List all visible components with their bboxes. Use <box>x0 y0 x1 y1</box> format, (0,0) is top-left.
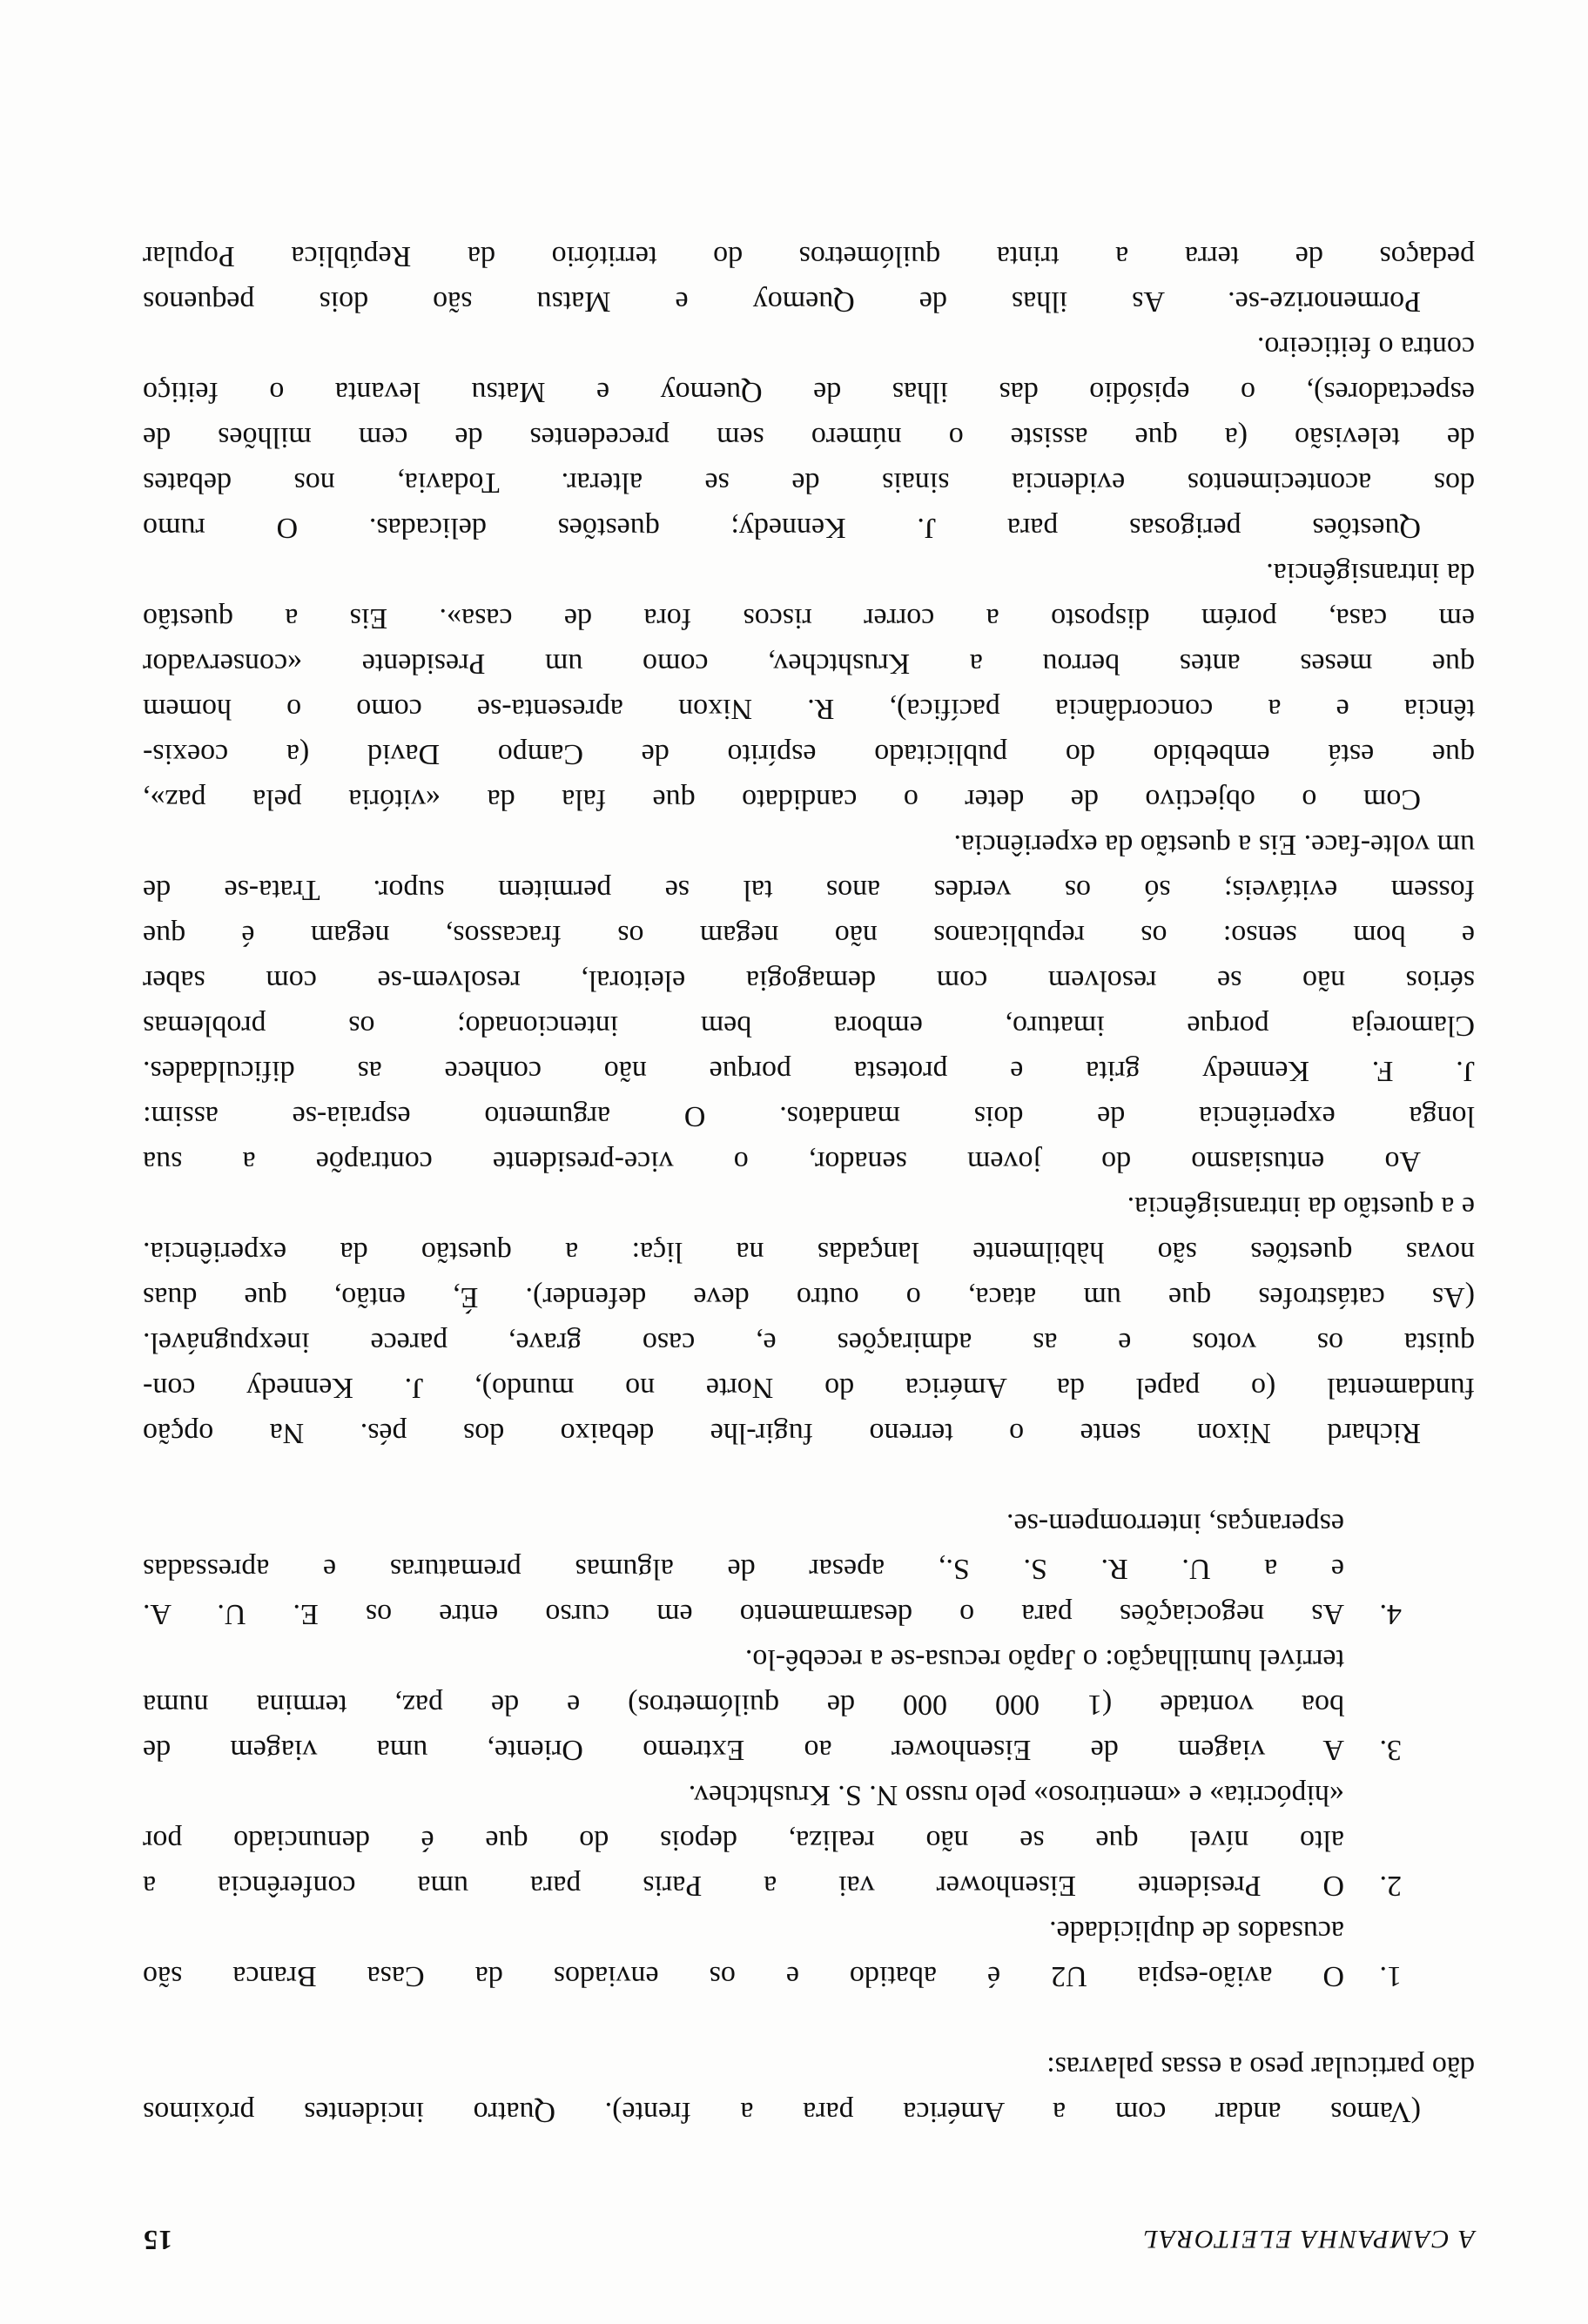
intro-paragraph <box>143 2044 1475 2134</box>
running-header-title: A CAMPANHA ELEITORAL <box>1141 2225 1475 2253</box>
text-line: em casa, porém disposto a correr riscos fora de casa». Eis a questão <box>143 602 1475 635</box>
text-line: terrível humilhação: o Japão recusa-se a recebê-lo. <box>744 1643 1344 1676</box>
vertical-gap <box>143 1998 1475 2044</box>
text-line: (Vamos andar com a América para a frente). Quatro incidentes próximos <box>143 2096 1421 2128</box>
text-line: dos acontecimentos evidencia sinais de se alterar. Todavia, nos debates <box>143 467 1475 499</box>
text-line: A viagem de Eisenhower ao Extremo Oriente, uma viagem de <box>143 1734 1344 1766</box>
paragraph-intransigence-question <box>143 550 1475 822</box>
text-line: O Presidente Eisenhower vai a Paris para uma conferência a <box>143 1870 1344 1902</box>
list-item-number: 2. <box>1379 1870 1402 1902</box>
numbered-list <box>143 1501 1475 1998</box>
text-line: Richard Nixon sente o terreno fugir-lhe debaixo dos pés. Na opção <box>143 1417 1421 1449</box>
text-line: Clamoreja porque imaturo, embora bem intencionado; os problemas <box>143 1010 1475 1042</box>
text-line: Questões perigosas para J. Kennedy; questões delicadas. O rumo <box>143 512 1421 544</box>
text-line: de televisão (a que assiste o número sem precedentes de cem milhões de <box>143 421 1475 453</box>
text-line: tência e a concordância pacífica), R. Nixon apresenta-se como o homem <box>143 693 1475 725</box>
text-line: O avião-espia U2 é abatido e os enviados da Casa Branca são <box>143 1960 1344 1992</box>
text-line: As negociações para o desarmamento em curso entre os E. U. A. <box>143 1598 1344 1630</box>
vertical-gap <box>143 1455 1475 1501</box>
text-line: da intransigência. <box>1266 557 1475 589</box>
text-line: fundamental (o papel da América do Norte no mundo), J. Kennedy con- <box>143 1372 1475 1404</box>
text-line: «hipócrita» e «mentiroso» pelo russo N. S. Krushtchev. <box>688 1779 1344 1811</box>
text-line: acusados de duplicidade. <box>1049 1915 1344 1947</box>
text-line: sérios não se resolvem com demagogia eleitoral, resolvem-se com saber <box>143 964 1475 997</box>
text-line: que está embebido do publicitado espírito de Campo David (a coexis- <box>143 738 1475 770</box>
list-item-3 <box>143 1636 1475 1772</box>
page-number: 15 <box>143 2225 172 2256</box>
list-item-number: 4. <box>1379 1598 1402 1630</box>
text-line: esperanças, interrompem-se. <box>1006 1508 1344 1540</box>
text-line: pedaços de terra a trinta quilómetros do território da República Popular <box>143 240 1475 272</box>
paragraph-quemoy-matsu <box>143 233 1475 324</box>
text-line: e bom senso: os republicanos não negam os fracassos, negam é que <box>143 919 1475 951</box>
text-line: novas questões são hàbilmente lançadas na liça: a questão da experiência. <box>143 1236 1475 1268</box>
text-line: (As catástrofes que um ataca, o outro deve defender). É, então, que duas <box>143 1281 1475 1313</box>
text-line: e a questão da intransigência. <box>1127 1191 1475 1223</box>
paragraph-nixon-terrain <box>143 1184 1475 1455</box>
paragraph-tv-debates <box>143 324 1475 550</box>
text-line: e a U. R. S. S., apesar de algumas prematuras e apressadas <box>143 1553 1344 1585</box>
list-item-number: 3. <box>1379 1734 1402 1766</box>
text-line: Ao entusiasmo do jovem senador, o vice-presidente contrapõe a sua <box>143 1145 1421 1178</box>
text-line: longa experiência de dois mandatos. O argumento espraia-se assim: <box>143 1100 1475 1132</box>
running-header <box>143 2224 1475 2256</box>
text-line: um volte-face. Eis a questão da experiência. <box>953 829 1475 861</box>
text-line: contra o feiticeiro. <box>1256 331 1475 363</box>
text-line: fossem evitáveis; só os verdes anos tal se permitem supor. Trata-se de <box>143 874 1475 906</box>
text-line: que meses antes berrou a Krushtchev, como um Presidente «conservador <box>143 648 1475 680</box>
text-line: Pormenorize-se. As ilhas de Quemoy e Matsu são dois pequenos <box>143 285 1421 318</box>
list-item-number: 1. <box>1379 1960 1402 1992</box>
text-line: espectadores), o episódio das ilhas de Quemoy e Matsu levanta o feitiço <box>143 376 1475 408</box>
text-line: Com o objectivo de deter o candidato que fala da «vitória pela paz», <box>143 783 1421 816</box>
text-line: quista os votos e as admirações e, caso grave, parece inexpugnável. <box>143 1327 1475 1359</box>
text-line: dão particular peso a essas palavras: <box>1046 2051 1475 2083</box>
list-item-2 <box>143 1772 1475 1908</box>
list-item-1 <box>143 1908 1475 1998</box>
text-line: boa vontade (1 000 000 de quilómetros) e de paz, termina numa <box>143 1689 1344 1721</box>
text-line: J. F. Kennedy grita e protesta porque não conhece as dificuldades. <box>143 1055 1475 1087</box>
list-item-4 <box>143 1501 1475 1636</box>
text-line: alto nível que se não realiza, depois do que é denunciado por <box>143 1824 1344 1857</box>
paragraph-experience-question <box>143 822 1475 1184</box>
